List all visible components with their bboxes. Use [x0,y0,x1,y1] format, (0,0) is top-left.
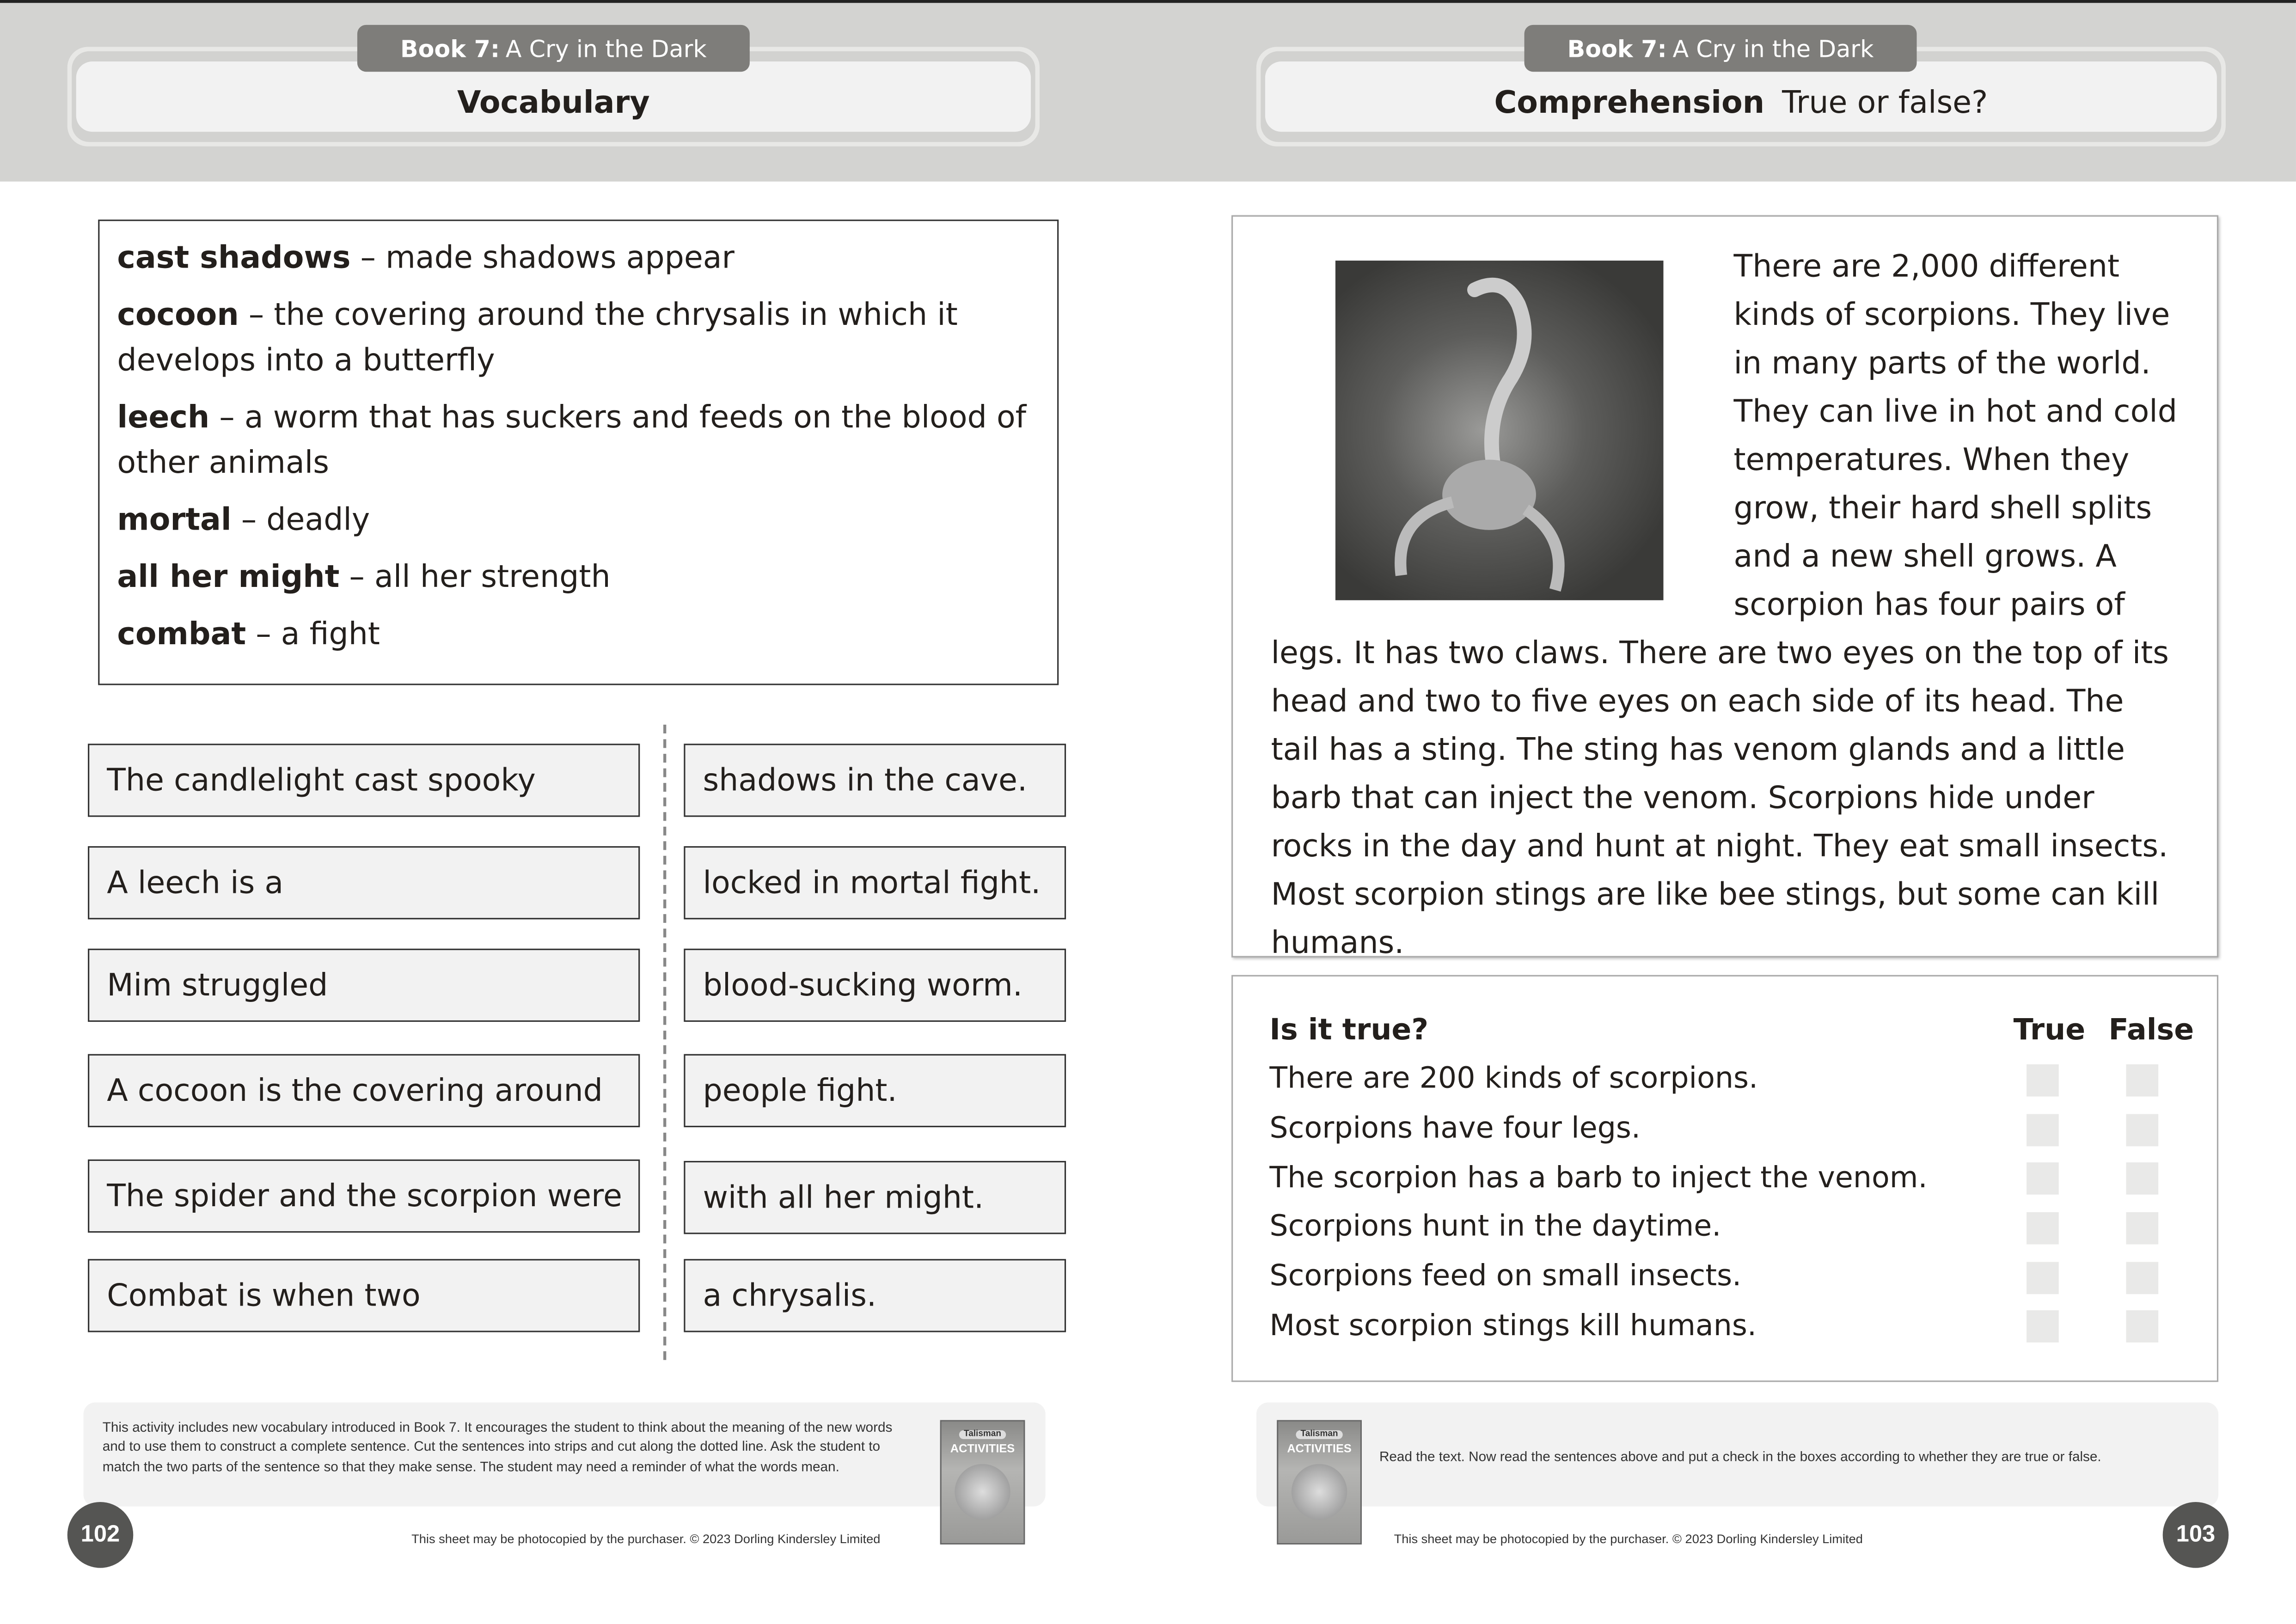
copyright-left: This sheet may be photocopied by the purchaser. © 2023 Dorling Kindersley Limited [411,1531,881,1546]
false-column-header: False [2108,1011,2194,1047]
vocab-entry: cocoon – the covering around the chrysalis in which it develops into a butterfly [117,297,958,378]
right-book-tab [1525,25,1917,72]
sentence-start-strip[interactable]: Combat is when two [88,1259,640,1332]
true-checkbox[interactable] [2027,1064,2059,1097]
vocab-entry: combat – a fight [117,616,380,652]
true-checkbox[interactable] [2027,1310,2059,1343]
quiz-statement: Scorpions hunt in the daytime. [1269,1208,1721,1243]
false-checkbox[interactable] [2126,1064,2159,1097]
false-checkbox[interactable] [2126,1310,2159,1343]
vocabulary-box [98,220,1059,685]
true-checkbox[interactable] [2027,1162,2059,1195]
page-number-left: 102 [67,1502,134,1568]
sentence-end-strip[interactable]: locked in mortal fight. [684,846,1066,919]
book-title: A Cry in the Dark [505,34,707,62]
page-number-right: 103 [2163,1502,2229,1568]
right-section-subtitle: True or false? [1782,85,1988,120]
quiz-statement: Scorpions feed on small insects. [1269,1258,1742,1293]
vocab-entry: leech – a worm that has suckers and feeds on the blood of other animals [117,399,1027,481]
false-checkbox[interactable] [2126,1162,2159,1195]
teacher-note-right: Read the text. Now read the sentences above and put a check in the boxes according to whether they are true or false. [1256,1403,2218,1507]
copyright-right: This sheet may be photocopied by the purchaser. © 2023 Dorling Kindersley Limited [1394,1531,1863,1546]
quiz-statement: There are 200 kinds of scorpions. [1269,1060,1758,1095]
quiz-heading: Is it true? [1269,1011,1429,1047]
book-number: Book 7: [1567,34,1667,62]
quiz-statement: Scorpions have four legs. [1269,1110,1641,1145]
vocab-entry: mortal – deadly [117,502,370,537]
activities-book-cover: Talisman ACTIVITIES [940,1420,1025,1545]
true-checkbox[interactable] [2027,1114,2059,1147]
left-book-tab [357,25,750,72]
true-checkbox[interactable] [2027,1212,2059,1245]
false-checkbox[interactable] [2126,1262,2159,1294]
sentence-end-strip[interactable]: blood-sucking worm. [684,949,1066,1022]
scorpion-image [1335,261,1664,600]
false-checkbox[interactable] [2126,1114,2159,1147]
sentence-start-strip[interactable]: The spider and the scorpion were [88,1160,640,1233]
sentence-end-strip[interactable]: a chrysalis. [684,1259,1066,1332]
true-false-quiz [1231,975,2218,1382]
sentence-start-strip[interactable]: A cocoon is the covering around [88,1054,640,1127]
true-column-header: True [2013,1011,2086,1047]
sentence-end-strip[interactable]: shadows in the cave. [684,744,1066,817]
book-number: Book 7: [400,34,500,62]
activities-book-cover: Talisman ACTIVITIES [1277,1420,1362,1545]
quiz-statement: The scorpion has a barb to inject the venom. [1269,1159,1928,1195]
false-checkbox[interactable] [2126,1212,2159,1245]
sentence-start-strip[interactable]: Mim struggled [88,949,640,1022]
passage-text: There are 2,000 different kinds of scorpions. They live in many parts of the world. They can live in hot and cold temperatures. When they grow, their hard shell splits and a new shell grows. A scorpion has four pairs of legs. It has two claws. There are two eyes on the top of its head and two to five eyes on each side of its head. The tail has a sting. The sting has venom glands and a little barb that can inject the venom. Scorpions hide under rocks in the day and hunt at night. They eat small insects. Most scorpion stings are like bee stings, but some can kill humans. [1271,249,2178,961]
vocab-entry: cast shadows – made shadows appear [117,240,735,275]
sentence-start-strip[interactable]: A leech is a [88,846,640,919]
sentence-end-strip[interactable]: with all her might. [684,1161,1066,1234]
vocab-entry: all her might – all her strength [117,559,611,595]
quiz-statement: Most scorpion stings kill humans. [1269,1307,1757,1343]
true-checkbox[interactable] [2027,1262,2059,1294]
book-title: A Cry in the Dark [1672,34,1874,62]
right-section-title: Comprehension [1494,85,1765,120]
teacher-note-left: This activity includes new vocabulary introduced in Book 7. It encourages the student to think about the meaning of the new words and to use them to construct a complete sentence. Cut the sentences into strips and cut along the dotted line. Ask the student to match the two parts of the sentence so that they make sense. The student may need a reminder of what the words mean. [84,1403,1046,1507]
cut-line [663,725,666,1360]
sentence-end-strip[interactable]: people fight. [684,1054,1066,1127]
left-section-title: Vocabulary [457,85,650,120]
sentence-start-strip[interactable]: The candlelight cast spooky [88,744,640,817]
